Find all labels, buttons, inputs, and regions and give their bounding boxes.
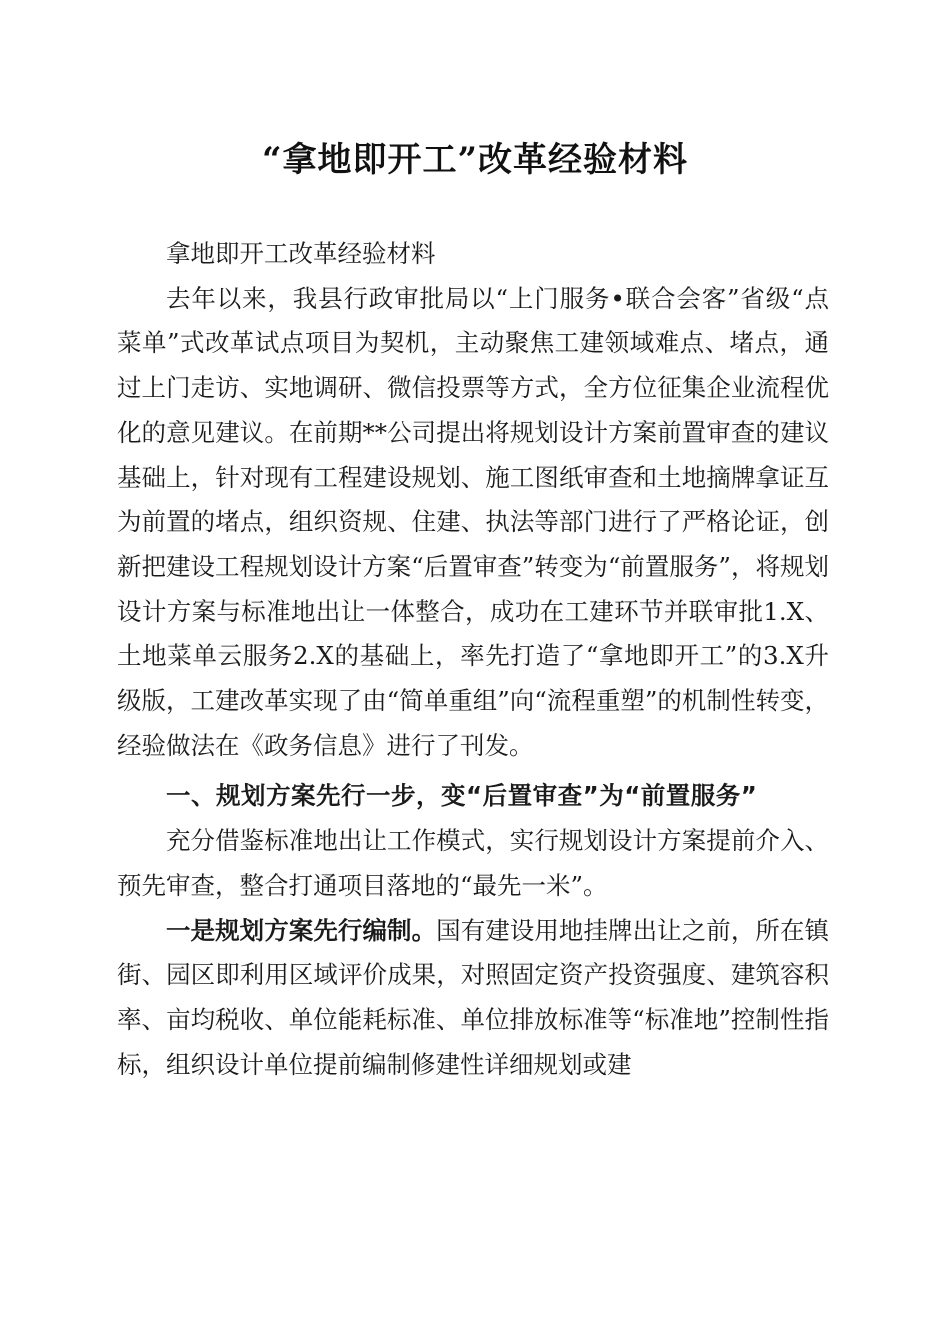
- intro-paragraph: 去年以来，我县行政审批局以“上门服务•联合会客”省级“点菜单”式改革试点项目为契机，主动聚焦工建领域难点、堵点，通过上门走访、实地调研、微信投票等方式，全方位征集企业流程优化的意见建议。在前期**公司提出将规划设计方案前置审查的建议基础上，针对现有工程建设规划、施工图纸审查和土地摘牌拿证互为前置的堵点，组织资规、住建、执法等部门进行了严格论证，创新把建设工程规划设计方案“后置审查”转变为“前置服务”，将规划设计方案与标准地出让一体整合，成功在工建环节并联审批1.X、土地菜单云服务2.X的基础上，率先打造了“拿地即开工”的3.X升级版，工建改革实现了由“简单重组”向“流程重塑”的机制性转变，经验做法在《政务信息》进行了刊发。: [117, 283, 829, 760]
- section-paragraph: 充分借鉴标准地出让工作模式，实行规划设计方案提前介入、预先审查，整合打通项目落地的“最先一米”。: [117, 826, 829, 900]
- document-body: [117, 232, 829, 1087]
- item-lead-text: 一是规划方案先行编制。: [166, 915, 437, 945]
- subtitle-paragraph: 拿地即开工改革经验材料: [166, 239, 436, 268]
- item-body-text: 国有建设用地挂牌出让之前，所在镇街、园区即利用区域评价成果，对照固定资产投资强度、建筑容积率、亩均税收、单位能耗标准、单位排放标准等“标准地”控制性指标，组织设计单位提前编制修建性详细规划或建: [117, 915, 830, 1079]
- document-title: “拿地即开工”改革经验材料: [261, 140, 689, 180]
- section-heading: 一、规划方案先行一步，变“后置审查”为“前置服务”: [166, 781, 758, 811]
- item-paragraph: [117, 909, 829, 1088]
